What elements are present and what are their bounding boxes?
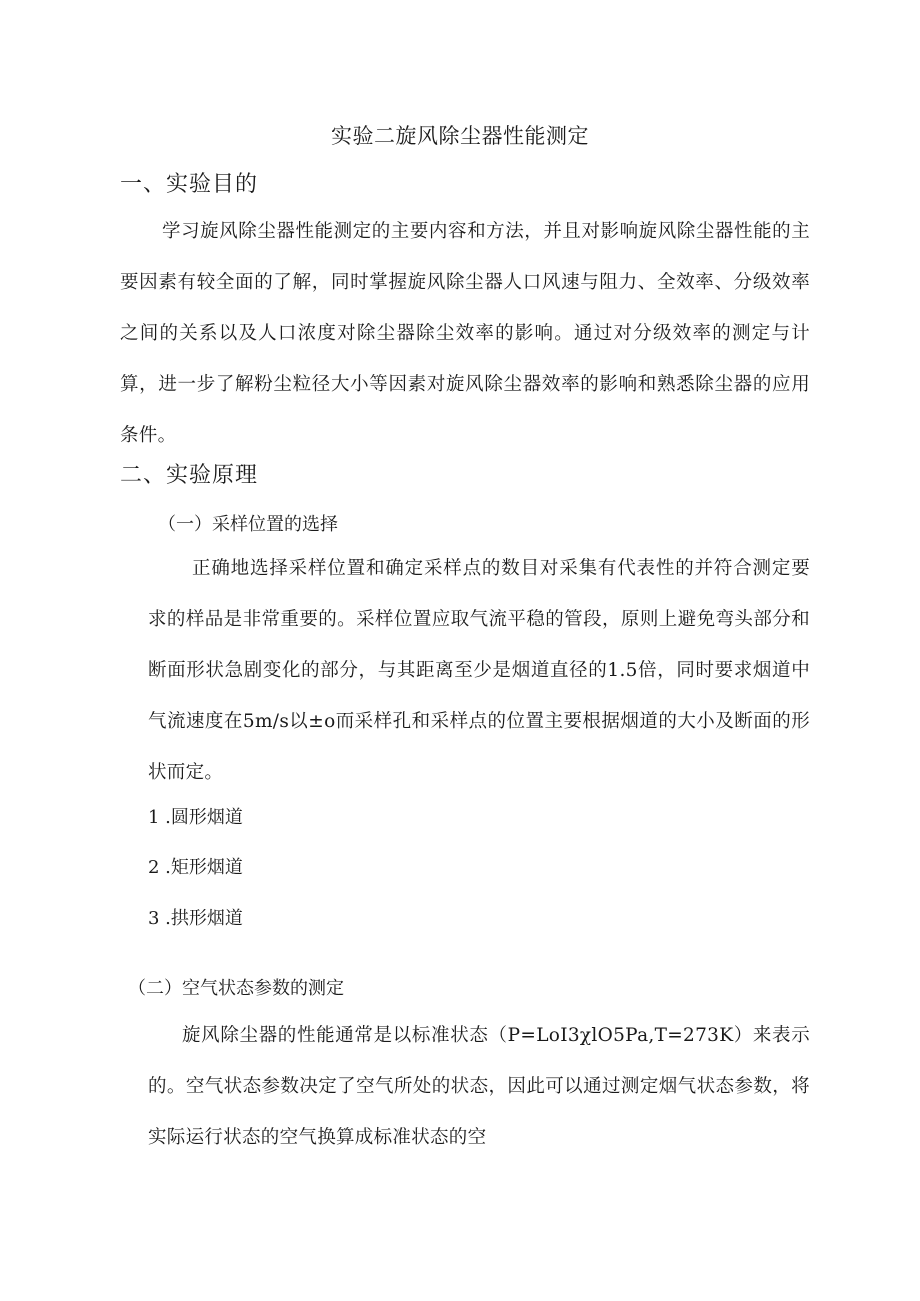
document-title: 实验二旋风除尘器性能测定 — [331, 124, 589, 148]
list-item-rectangular-flue: 2 .矩形烟道 — [148, 857, 243, 878]
subsection-heading-sampling-location: （一）采样位置的选择 — [158, 514, 338, 535]
list-item-arched-flue: 3 .拱形烟道 — [148, 908, 243, 929]
sampling-location-paragraph: 正确地选择采样位置和确定采样点的数目对采集有代表性的并符合测定要求的样品是非常重要的。采样位置应取气流平稳的管段，原则上避免弯头部分和断面形状急剧变化的部分，与其距离至少是烟道直径的1.5倍，同时要求烟道中气流速度在5m∕s以±o而采样孔和采样点的位置主要根据烟道的大小及断面的形状而定。 — [148, 558, 810, 783]
section-heading-principle: 二、实验原理 — [120, 463, 259, 488]
air-state-paragraph: 旋风除尘器的性能通常是以标准状态（P=LoI3χlO5Pa,T=273K）来表示的。空气状态参数决定了空气所处的状态，因此可以通过测定烟气状态参数，将实际运行状态的空气换算成标准状态的空 — [148, 1025, 810, 1148]
purpose-paragraph: 学习旋风除尘器性能测定的主要内容和方法，并且对影响旋风除尘器性能的主要因素有较全面的了解，同时掌握旋风除尘器人口风速与阻力、全效率、分级效率之间的关系以及人口浓度对除尘器除尘效率的影响。通过对分级效率的测定与计算，进一步了解粉尘粒径大小等因素对旋风除尘器效率的影响和熟悉除尘器的应用条件。 — [120, 221, 810, 446]
list-item-round-flue: 1 .圆形烟道 — [148, 807, 243, 828]
section-heading-purpose: 一、实验目的 — [120, 172, 259, 197]
subsection-heading-air-state: （二）空气状态参数的测定 — [128, 978, 344, 999]
